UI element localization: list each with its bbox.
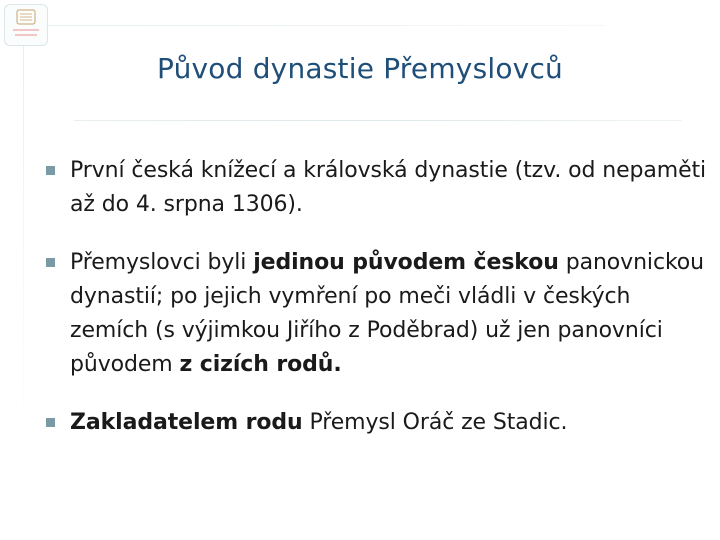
bullet-emphasis: z cizích rodů. <box>179 352 342 377</box>
bullet-item-2 <box>44 246 708 382</box>
frame-left-line <box>23 46 24 446</box>
bullet-text: První česká knížecí a královská dynastie (tzv. od nepaměti až do 4. srpna 1306). <box>70 158 707 217</box>
bullet-list <box>44 154 708 440</box>
bullet-text: Přemyslovci byli <box>70 250 254 275</box>
bullet-item-3 <box>44 406 708 440</box>
frame-top-line <box>46 25 606 26</box>
bullet-text: panovnickou dynastií; po jejich vymření po meči vládli v českých zemích (s výjimkou Jiřího z Poděbrad) už jen panovníci původem <box>70 250 705 377</box>
bullet-emphasis: Zakladatelem rodu <box>70 410 303 435</box>
square-bullet-icon <box>46 258 55 267</box>
square-bullet-icon <box>46 166 55 175</box>
bullet-emphasis: jedinou původem českou <box>253 250 559 275</box>
title-divider <box>74 120 682 121</box>
square-bullet-icon <box>46 418 55 427</box>
crest-logo-icon <box>4 4 48 46</box>
bullet-text: Přemysl Oráč ze Stadic. <box>302 410 568 435</box>
bullet-item-1 <box>44 154 708 222</box>
slide-title: Původ dynastie Přemyslovců <box>156 52 563 85</box>
